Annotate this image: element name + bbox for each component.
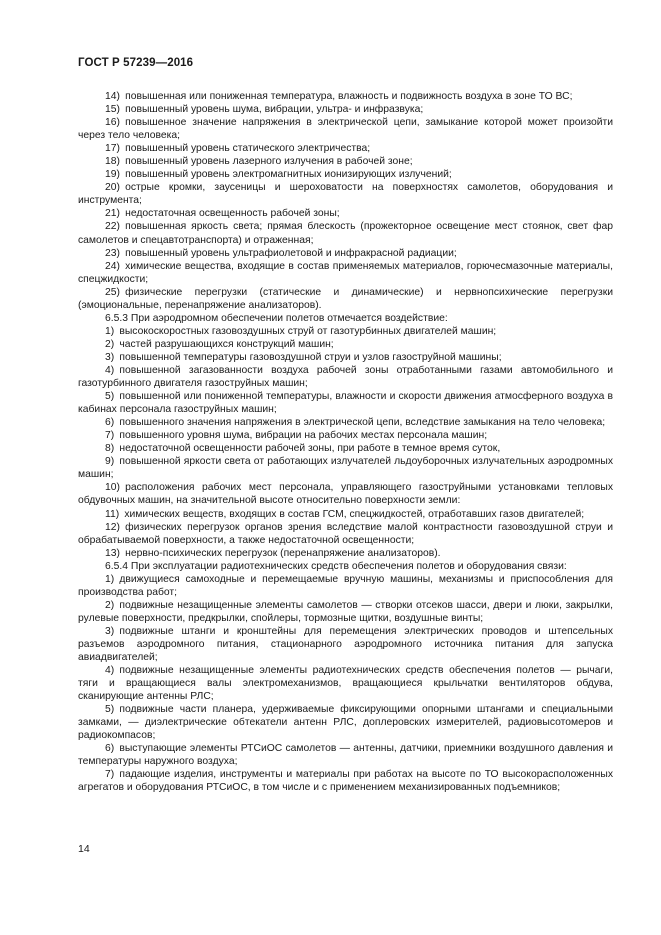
paragraph: 7) падающие изделия, инструменты и материалы при работах на высоте по ТО высокорасположенных агрегатов и оборудования РТСиОС, в том числе и с применением механизированных подъемников;: [78, 769, 613, 794]
paragraph: 8) недостаточной освещенности рабочей зоны, при работе в темное время суток,: [105, 443, 501, 455]
paragraph: 1) движущиеся самоходные и перемещаемые вручную машины, механизмы и приспособления для производства работ;: [78, 573, 613, 598]
page-body: [78, 90, 613, 795]
paragraph: 15) повышенный уровень шума, вибрации, ультра- и инфразвука;: [105, 104, 424, 116]
paragraph: 5) подвижные части планера, удерживаемые фиксирующими опорными штангами и специальными замками, — диэлектрические обтекатели антенн РЛС, доплеровских измерителей, радиовысотомеров и радиокомпасов;: [78, 704, 613, 742]
paragraph: 16) повышенное значение напряжения в электрической цепи, замыкание которой может произойти через тело человека;: [78, 117, 613, 142]
paragraph: 17) повышенный уровень статического электричества;: [105, 143, 371, 155]
paragraph: 12) физических перегрузок органов зрения вследствие малой контрастности газовоздушной струи и обрабатываемой поверхности, а также недостаточной освещенности;: [78, 521, 613, 546]
paragraph: 9) повышенной яркости света от работающих излучателей льдоуборочных излучательных аэродромных машин;: [78, 456, 613, 481]
paragraph: 14) повышенная или пониженная температура, влажность и подвижность воздуха в зоне ТО ВС;: [105, 91, 573, 102]
paragraph: 2) подвижные незащищенные элементы самолетов — створки отсеков шасси, двери и люки, закрылки, рулевые поверхности, предкрылки, спойлеры, тормозные щитки, воздушные винты;: [78, 599, 613, 624]
paragraph: 10) расположения рабочих мест персонала, управляющего газоструйными установками тепловых обдувочных машин, на значительной высоте относительно поверхности земли:: [78, 482, 613, 507]
paragraph: 4) подвижные незащищенные элементы радиотехнических средств обеспечения полетов — рычаги, тяги и вращающиеся валы электромеханизмов, вращающиеся крыльчатки вентиляторов обдува, сканирующие антенны РЛС;: [78, 665, 613, 703]
document-header: ГОСТ Р 57239—2016: [78, 57, 194, 69]
paragraph: 19) повышенный уровень электромагнитных ионизирующих излучений;: [105, 169, 452, 181]
paragraph: 4) повышенной загазованности воздуха рабочей зоны отработанными газами автомобильного и газотурбинного двигателя газоструйных машин;: [78, 364, 613, 390]
paragraph: 6.5.3 При аэродромном обеспечении полетов отмечается воздействие:: [105, 312, 448, 324]
page-number: 14: [78, 843, 90, 855]
paragraph: 7) повышенного уровня шума, вибрации на рабочих местах персонала машин;: [105, 430, 488, 442]
paragraph: 24) химические вещества, входящие в состав применяемых материалов, горючесмазочные материалы, спецжидкости;: [78, 260, 613, 285]
paragraph: 1) высокоскоростных газовоздушных струй от газотурбинных двигателей машин;: [105, 325, 497, 337]
paragraph: 3) повышенной температуры газовоздушной струи и узлов газоструйной машины;: [105, 351, 502, 363]
paragraph: 3) подвижные штанги и кронштейны для перемещения электрических проводов и штепсельных разъемов аэродромного питания, стационарного аэродромного источника питания для запуска авиадвигателей;: [78, 625, 613, 664]
paragraph: 13) нервно-психических перегрузок (перенапряжение анализаторов).: [105, 547, 441, 559]
paragraph: 25) физические перегрузки (статические и динамические) и нервнопсихические перегрузки (эмоциональные, перенапряжение анализаторов).: [78, 286, 613, 311]
paragraph: 21) недостаточная освещенность рабочей зоны;: [105, 208, 340, 220]
paragraph: 18) повышенный уровень лазерного излучения в рабочей зоне;: [105, 156, 413, 168]
paragraph: 6.5.4 При эксплуатации радиотехнических средств обеспечения полетов и оборудования связи:: [105, 560, 567, 572]
paragraph: 20) острые кромки, заусеницы и шероховатости на поверхностях самолетов, оборудования и инструмента;: [78, 182, 613, 207]
paragraph: 6) повышенного значения напряжения в электрической цепи, вследствие замыкания на тело человека;: [105, 417, 606, 429]
paragraph: 5) повышенной или пониженной температуры, влажности и скорости движения атмосферного воздуха в кабинах персонала газоструйных машин;: [78, 391, 613, 416]
paragraph: 11) химических веществ, входящих в состав ГСМ, спецжидкостей, отработавших газов двигателей;: [105, 508, 585, 520]
paragraph: 23) повышенный уровень ультрафиолетовой и инфракрасной радиации;: [105, 247, 457, 259]
paragraph: 22) повышенная яркость света; прямая блескость (прожекторное освещение мест стоянок, свет фар самолетов и спецавтотранспорта) и отраженная;: [78, 221, 613, 246]
paragraph: 6) выступающие элементы РТСиОС самолетов — антенны, датчики, приемники воздушного давления и температуры наружного воздуха;: [78, 743, 613, 768]
paragraph: 2) частей разрушающихся конструкций машин;: [105, 338, 334, 350]
